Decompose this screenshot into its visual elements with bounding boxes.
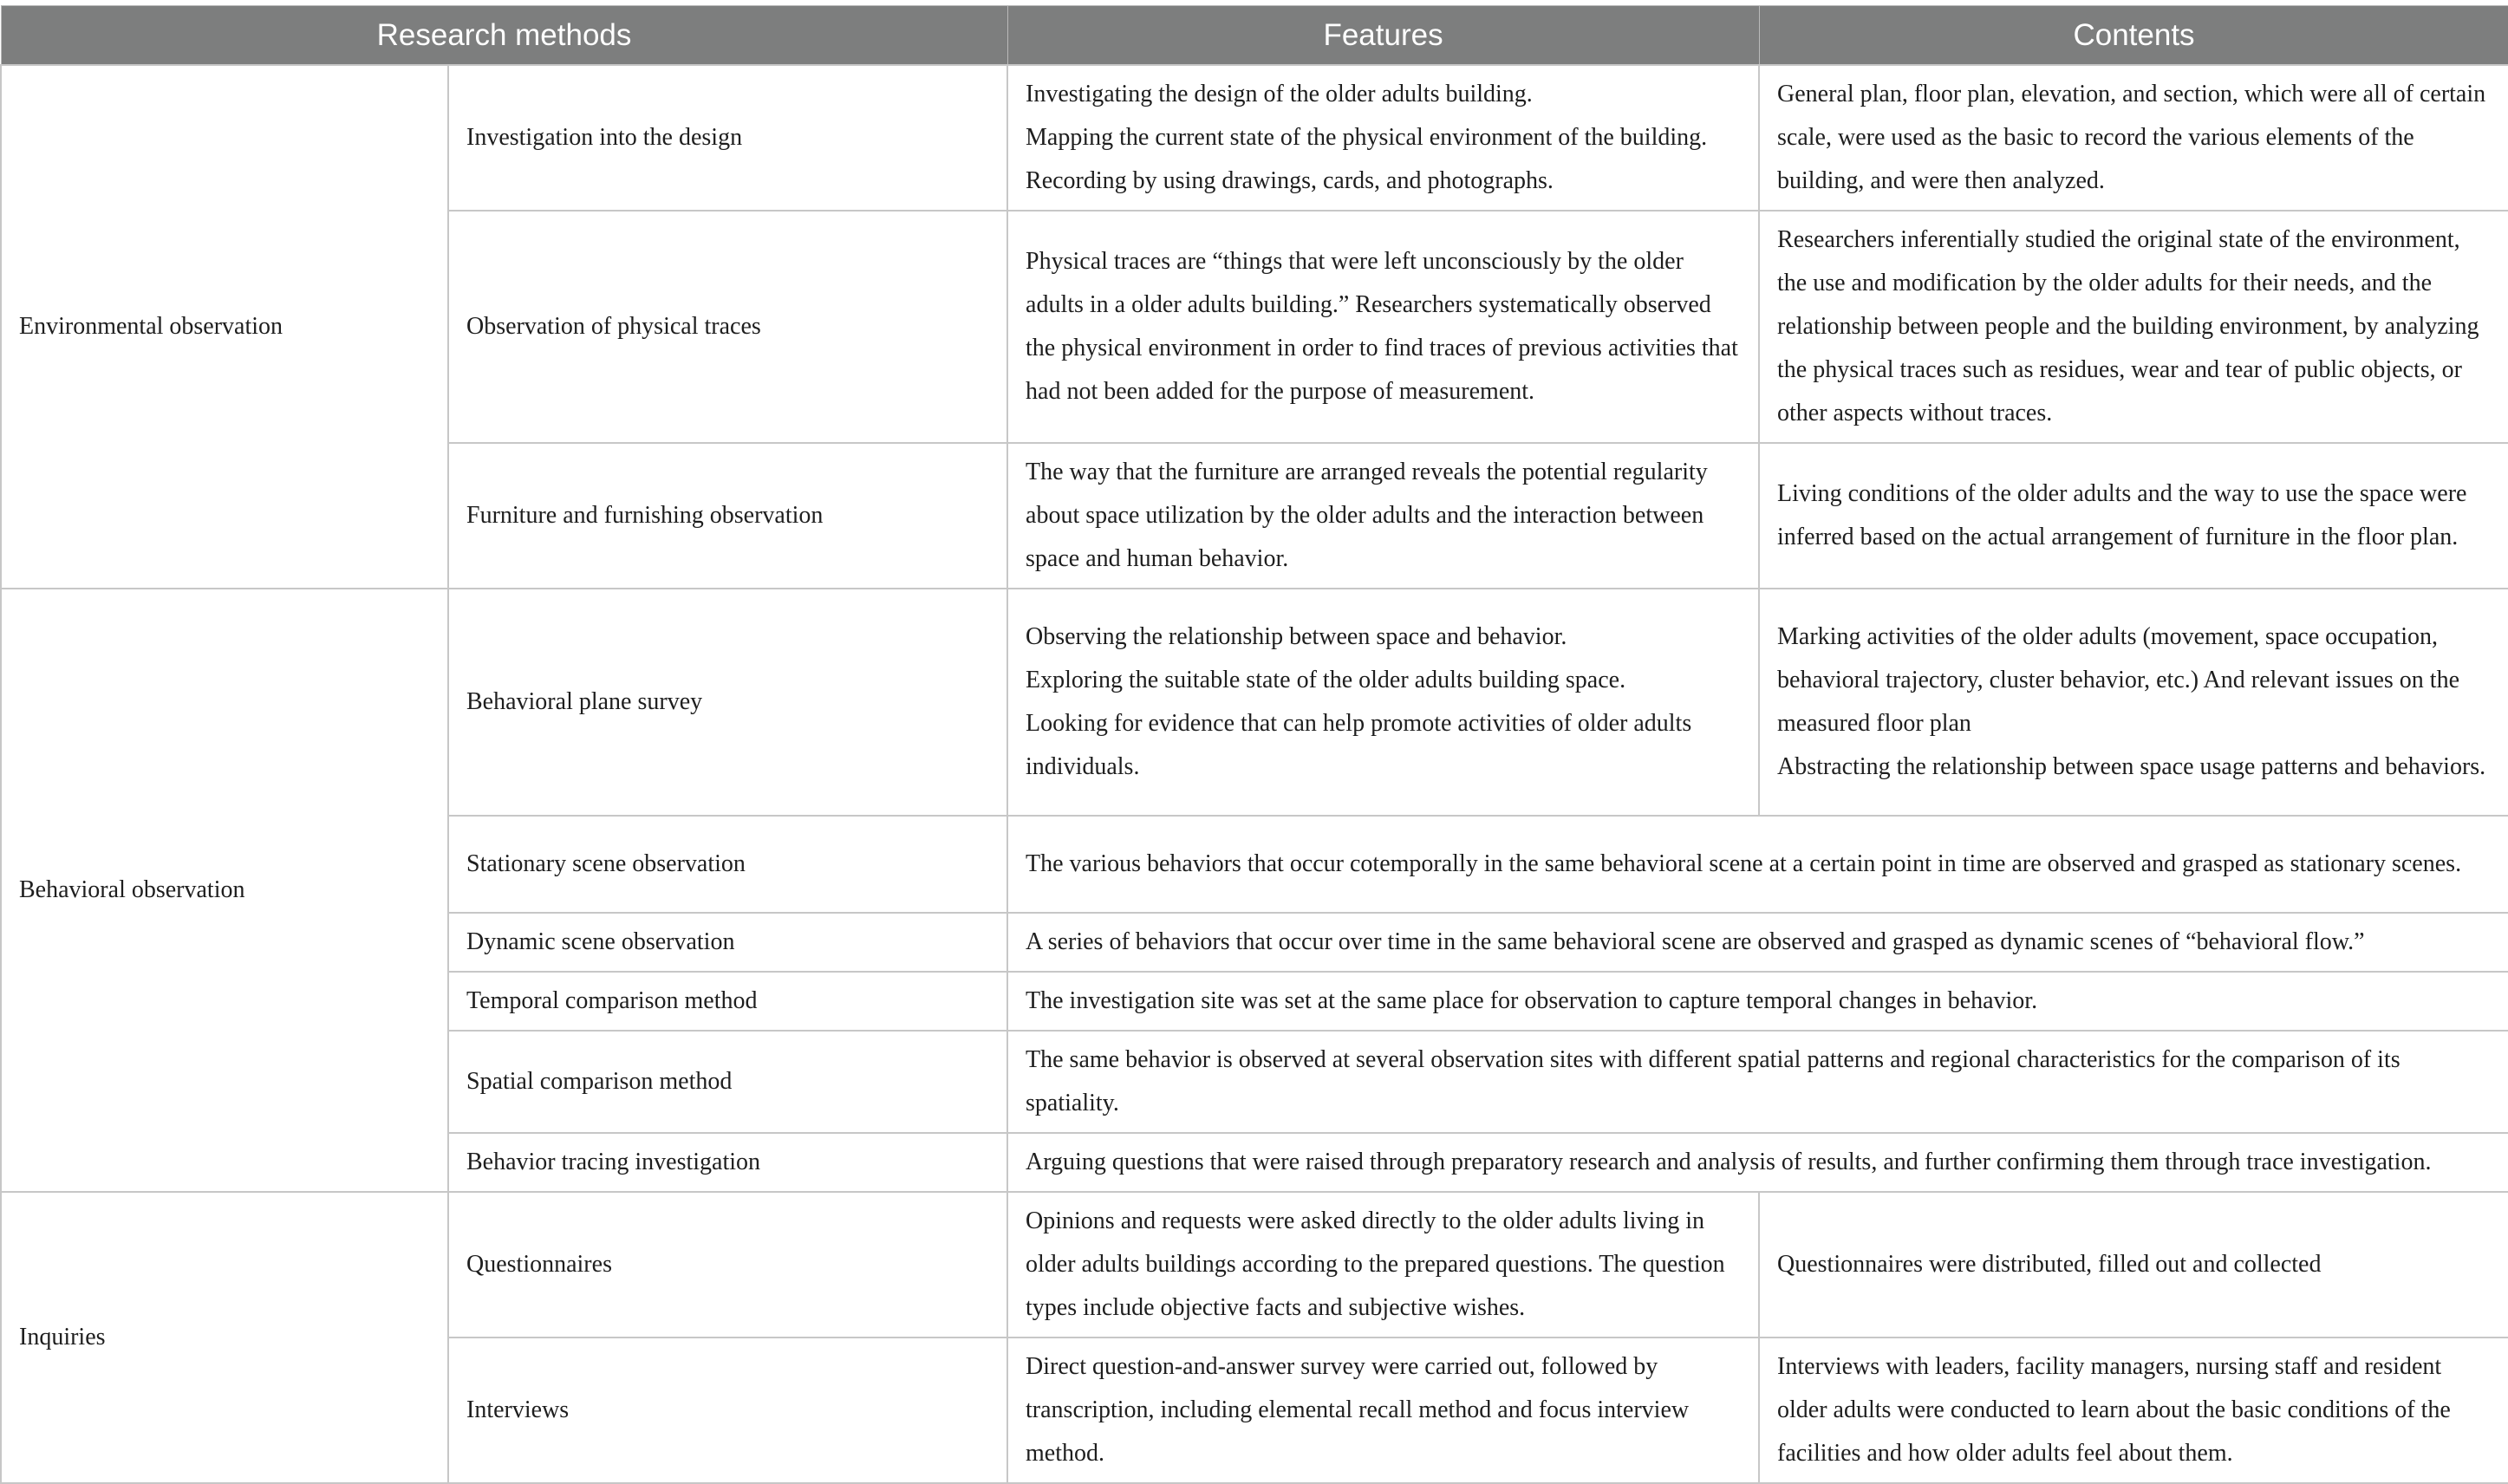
contents-line: Interviews with leaders, facility managers, nursing staff and resident older adults were conducted to learn about the basic conditions of the facilities and how older adults feel about them. <box>1777 1353 2451 1467</box>
method-cell: Temporal comparison method <box>448 972 1007 1031</box>
table-body <box>1 65 2508 1483</box>
features-line: Direct question-and-answer survey were carried out, followed by transcription, including elemental recall method and focus interview method. <box>1026 1353 1690 1467</box>
table-row <box>1 589 2508 816</box>
contents-line: Researchers inferentially studied the original state of the environment, the use and modification by the older adults for their needs, and the relationship between people and the building environment, by analyzing the physical traces such as residues, wear and tear of public objects, or other aspects without traces. <box>1777 226 2479 426</box>
features-cell <box>1007 211 1759 443</box>
category-cell: Behavioral observation <box>1 589 448 1192</box>
merged-description-cell: The same behavior is observed at several observation sites with different spatial patterns and regional characteristics for the comparison of its spatiality. <box>1007 1031 2508 1133</box>
features-line: Mapping the current state of the physical environment of the building. <box>1026 124 1708 151</box>
merged-description-cell: The investigation site was set at the same place for observation to capture temporal changes in behavior. <box>1007 972 2508 1031</box>
contents-cell <box>1759 65 2508 211</box>
method-cell: Behavioral plane survey <box>448 589 1007 816</box>
method-cell: Observation of physical traces <box>448 211 1007 443</box>
contents-line: Marking activities of the older adults (movement, space occupation, behavioral trajectory, cluster behavior, etc.) And relevant issues on the measured floor plan <box>1777 623 2460 737</box>
features-line: Exploring the suitable state of the older adults building space. <box>1026 667 1626 693</box>
features-cell <box>1007 1192 1759 1338</box>
features-line: Looking for evidence that can help promote activities of older adults individuals. <box>1026 710 1692 780</box>
features-line: Opinions and requests were asked directly to the older adults living in older adults buildings according to the prepared questions. The question types include objective facts and subjective wishes. <box>1026 1207 1725 1321</box>
contents-line: Abstracting the relationship between space usage patterns and behaviors. <box>1777 753 2486 780</box>
contents-cell <box>1759 1338 2508 1483</box>
category-cell: Environmental observation <box>1 65 448 589</box>
contents-cell <box>1759 211 2508 443</box>
features-cell <box>1007 1338 1759 1483</box>
merged-description-cell: The various behaviors that occur cotemporally in the same behavioral scene at a certain point in time are observed and grasped as stationary scenes. <box>1007 816 2508 913</box>
method-cell: Spatial comparison method <box>448 1031 1007 1133</box>
method-cell: Behavior tracing investigation <box>448 1133 1007 1192</box>
contents-cell <box>1759 589 2508 816</box>
method-cell: Dynamic scene observation <box>448 913 1007 972</box>
method-cell: Stationary scene observation <box>448 816 1007 913</box>
features-cell <box>1007 589 1759 816</box>
features-line: The way that the furniture are arranged reveals the potential regularity about space utilization by the older adults and the interaction between space and human behavior. <box>1026 459 1708 572</box>
features-line: Recording by using drawings, cards, and photographs. <box>1026 167 1554 194</box>
header-row <box>1 6 2508 66</box>
header-contents: Contents <box>1759 6 2508 66</box>
contents-line: General plan, floor plan, elevation, and section, which were all of certain scale, were used as the basic to record the various elements of the building, and were then analyzed. <box>1777 81 2486 194</box>
method-cell: Questionnaires <box>448 1192 1007 1338</box>
method-cell: Interviews <box>448 1338 1007 1483</box>
merged-description-cell: Arguing questions that were raised through preparatory research and analysis of results, and further confirming them through trace investigation. <box>1007 1133 2508 1192</box>
features-cell <box>1007 65 1759 211</box>
merged-description-cell: A series of behaviors that occur over time in the same behavioral scene are observed and grasped as dynamic scenes of “behavioral flow.” <box>1007 913 2508 972</box>
contents-cell <box>1759 443 2508 589</box>
contents-line: Living conditions of the older adults and the way to use the space were inferred based on the actual arrangement of furniture in the floor plan. <box>1777 480 2467 550</box>
table-row <box>1 1192 2508 1338</box>
research-methods-table <box>0 5 2508 1484</box>
table-row <box>1 65 2508 211</box>
table-header <box>1 6 2508 66</box>
method-cell: Investigation into the design <box>448 65 1007 211</box>
features-line: Investigating the design of the older adults building. <box>1026 81 1533 107</box>
method-cell: Furniture and furnishing observation <box>448 443 1007 589</box>
header-research-methods: Research methods <box>1 6 1007 66</box>
contents-line: Questionnaires were distributed, filled out and collected <box>1777 1251 2322 1278</box>
features-line: Physical traces are “things that were left unconsciously by the older adults in a older adults building.” Researchers systematically observed the physical environment in order to find traces of previous activities that had not been added for the purpose of measurement. <box>1026 248 1738 405</box>
contents-cell <box>1759 1192 2508 1338</box>
features-line: Observing the relationship between space and behavior. <box>1026 623 1567 650</box>
header-features: Features <box>1007 6 1759 66</box>
features-cell <box>1007 443 1759 589</box>
category-cell: Inquiries <box>1 1192 448 1483</box>
